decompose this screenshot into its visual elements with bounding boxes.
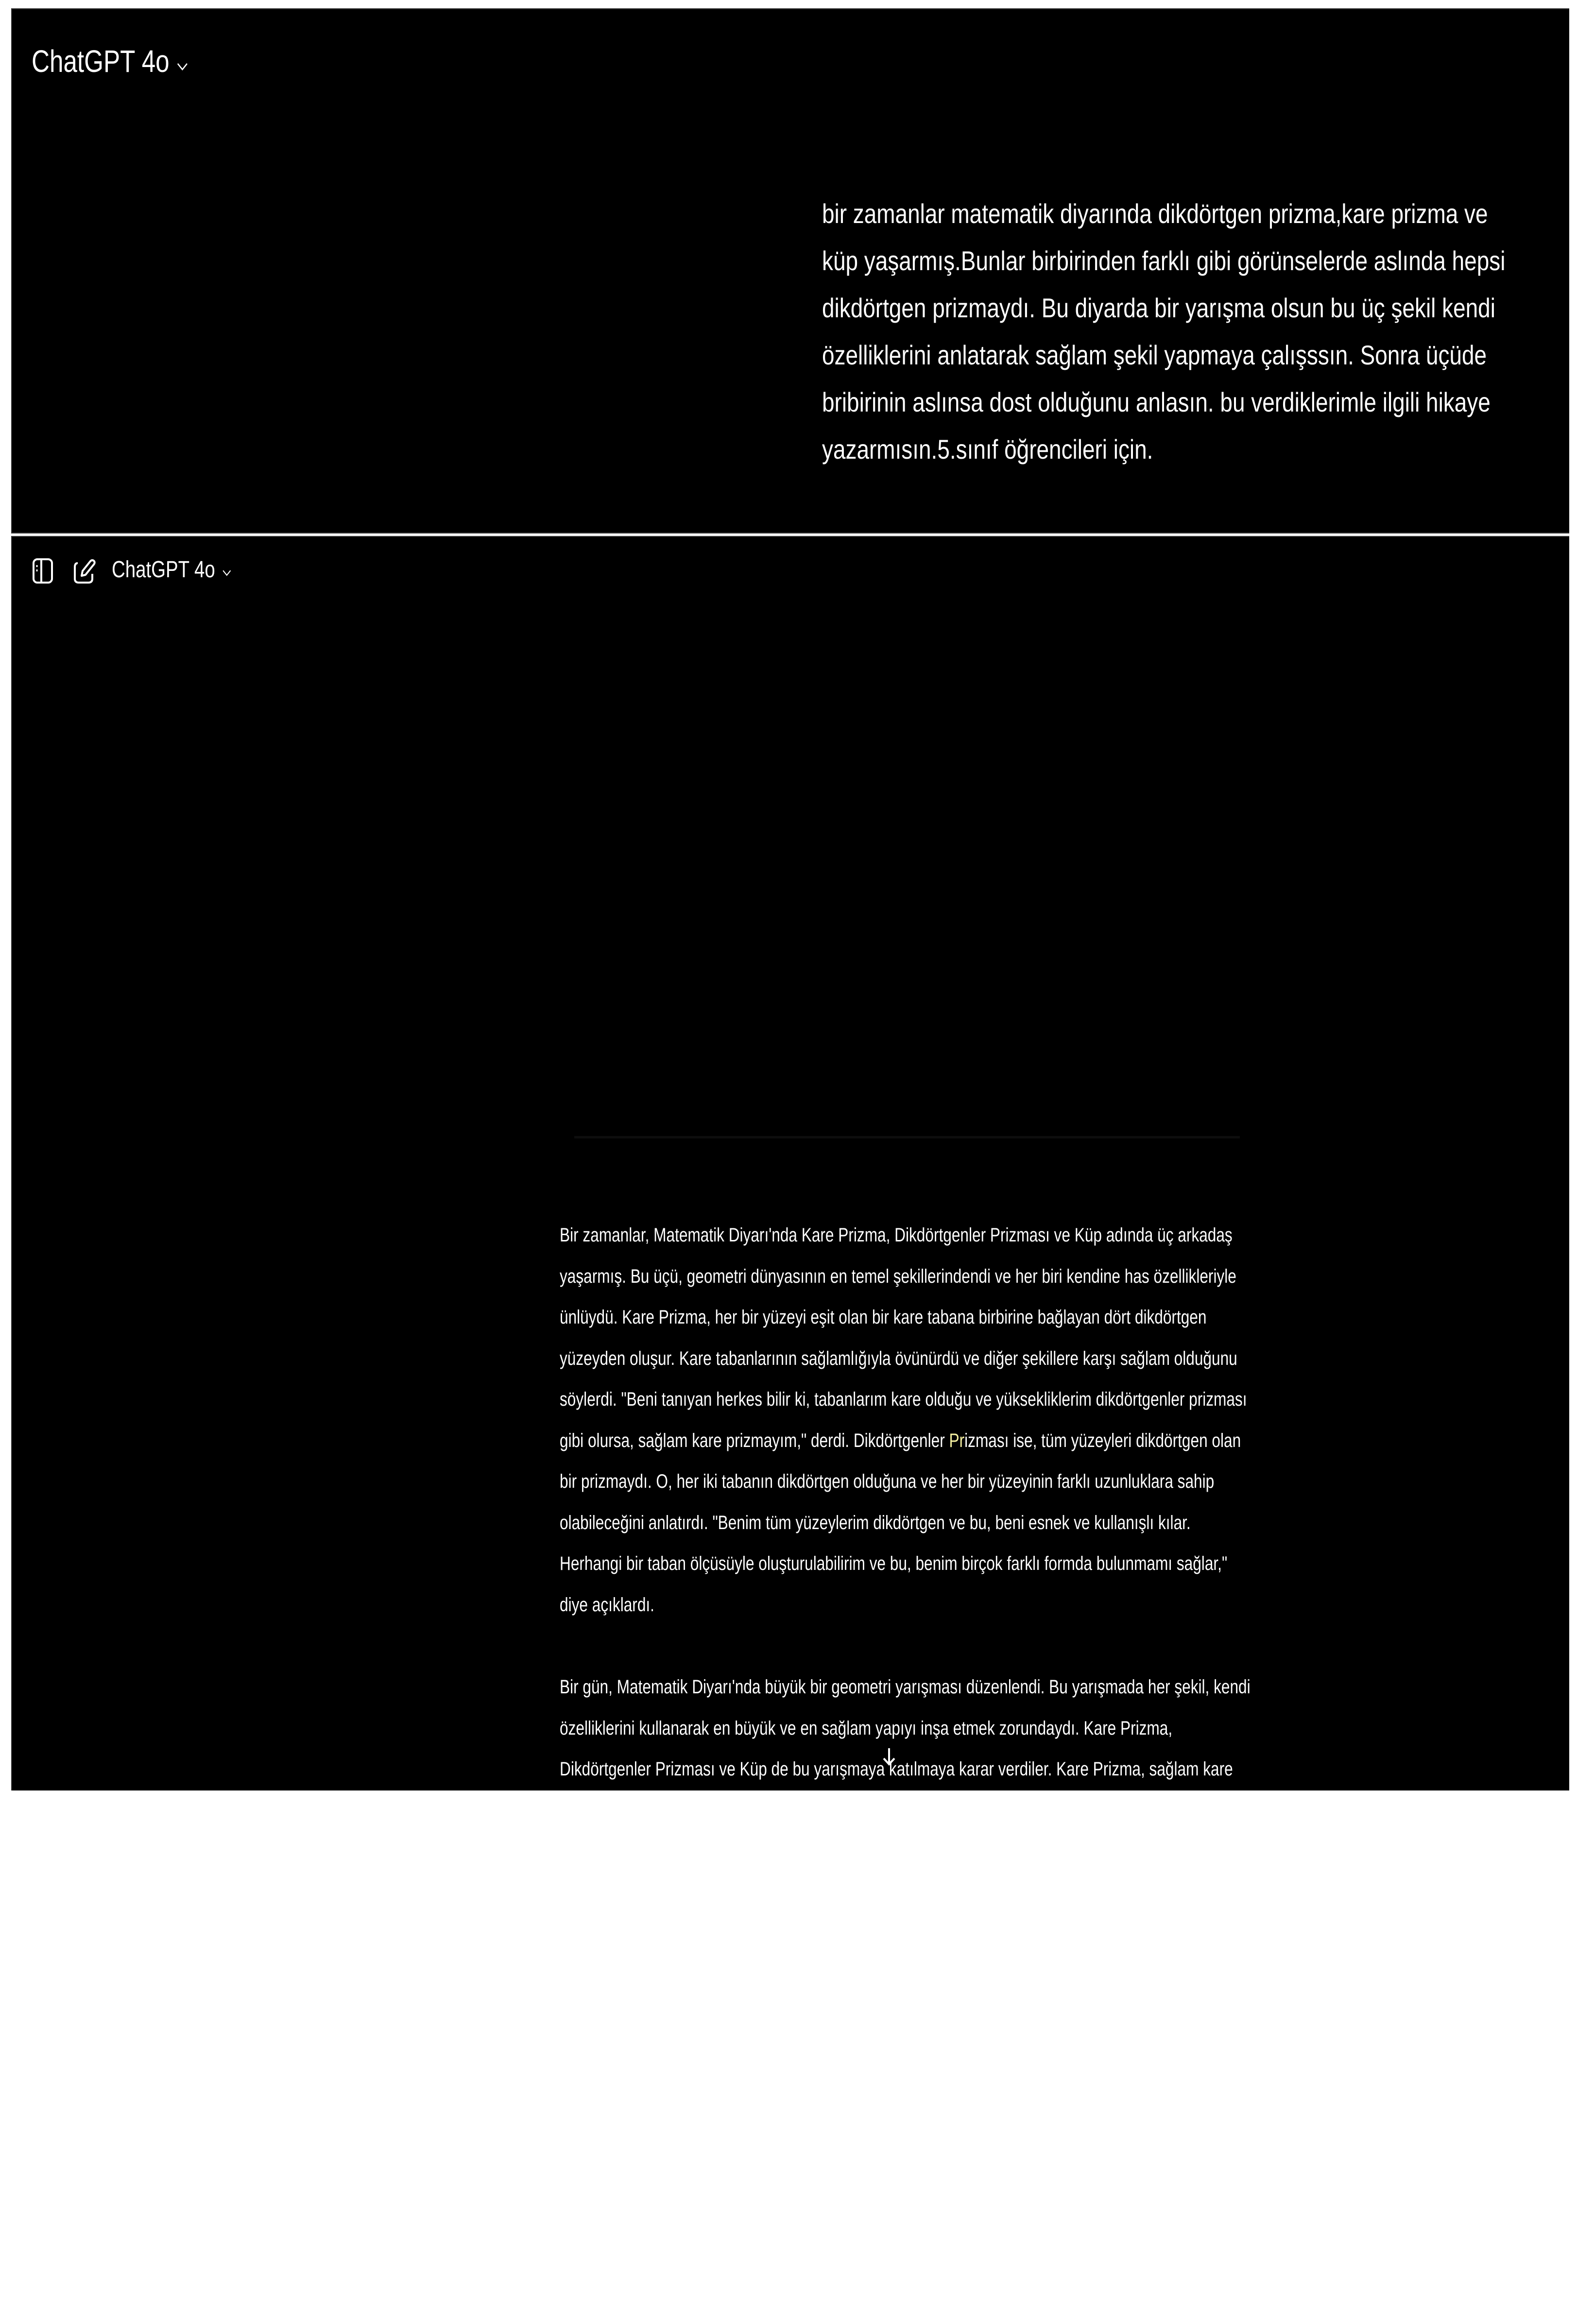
top-screenshot-panel <box>11 8 1569 534</box>
assistant-message-line: Dikdörtgenler Prizması ve Küp de bu yarışmaya katılmaya karar verdiler. Kare Prizma, sağlam kare <box>560 1758 1233 1780</box>
assistant-message-line: ünlüydü. Kare Prizma, her bir yüzeyi eşit olan bir kare tabana birbirine bağlayan dört dikdörtgen <box>560 1307 1207 1328</box>
assistant-paragraph <box>560 1215 1247 1625</box>
text-highlight: Pr <box>949 1429 965 1451</box>
assistant-message-line: olduğunu gördü. Böylece, Kare Prizma, Dikdörtgenler Prizması ve Küp, Matematik Diyarı'nda <box>560 2169 1191 2191</box>
model-selector[interactable] <box>32 43 188 79</box>
assistant-message-line: yüzeyden oluşur. Kare tabanlarının sağlamlığıyla övünürdü ve diğer şekillere karşı sağlam olduğunu <box>560 1347 1237 1369</box>
user-message-line: yazarmısın.5.sınıf öğrencileri için. <box>822 434 1153 465</box>
assistant-message-line: dostluklarını pekiştirerek yaşamaya devam ettiler ve tüm geometri problemlerinde birlikte çalışarak <box>560 2210 1226 2232</box>
scroll-down-button[interactable] <box>882 1747 896 1766</box>
arrow-down-icon <box>882 1747 896 1766</box>
model-selector-label: ChatGPT 4o <box>112 557 215 583</box>
user-message-line: bir zamanlar matematik diyarında dikdörtgen prizma,kare prizma ve <box>822 198 1488 229</box>
user-message-line: özelliklerini anlatarak sağlam şekil yapmaya çalışssın. Sonra üçüde <box>822 340 1487 370</box>
assistant-message-line: Her biri, kendi benzersiz ve değerli yönelimine katkıda bulunmuştu. Matematik Diyarı'nda yaşayan <box>560 2087 1224 2109</box>
assistant-message-line: bir prizmaydı. O, her iki tabanın dikdörtgen olduğuna ve her bir yüzeyinin farklı uzunluklara sahip <box>560 1471 1215 1492</box>
assistant-message-line: yaşarmış. Bu üçü, geometri dünyasının en temel şekillerindendi ve her biri kendine has özellikleriyle <box>560 1265 1236 1287</box>
model-selector[interactable] <box>112 556 231 583</box>
new-chat-icon[interactable] <box>73 557 96 585</box>
assistant-paragraph <box>560 2036 1243 2283</box>
assistant-message-line: gibi olursa, sağlam kare prizmayım," derdi. Dikdörtgenler Prizması ise, tüm yüzeyleri dikdörtgen olan <box>560 1429 1241 1451</box>
user-message-line: küp yaşarmış.Bunlar birbirinden farklı gibi görünselerde aslında hepsi <box>822 245 1506 276</box>
user-message-line: bribirinin aslınsa dost olduğunu anlasın. bu verdiklerimle ilgili hikaye <box>822 387 1491 417</box>
assistant-message-line: tabanlarıyla bir kule inşa etti. Tabanlarının sağlamlığı sayesinde oldukça dengeli bir yapı oluşturdu ve <box>560 1799 1244 1821</box>
message-divider <box>574 1136 1240 1138</box>
sidebar-toggle-icon[interactable] <box>32 557 55 585</box>
assistant-message <box>560 1215 1251 2324</box>
assistant-message-line: büyük başarılara imza attılar. <box>560 2251 756 2273</box>
assistant-message-line: diye açıklardı. <box>560 1594 654 1616</box>
user-message <box>822 190 1506 473</box>
assistant-message-line: bu onun sağlam durmasını sağladı. Dikdörtgenler Prizması, dikdörtgen yüzeylerini kullanarak geniş <box>560 1841 1232 1862</box>
assistant-message-line: Bir gün, Matematik Diyarı'nda büyük bir geometri yarışması düzenlendi. Bu yarışmada her şekil, kendi <box>560 1676 1251 1698</box>
assistant-message-line: ise, tüm kenarlarının eşitliğinden faydalanarak mükemmel bir küp yapısı inşa etti. Bu yapı, tam bir <box>560 1923 1220 1944</box>
chevron-down-icon <box>176 43 188 79</box>
bottom-screenshot-panel <box>11 536 1569 2273</box>
assistant-message-line: bir bina inşa etti. Farklı uzunluktaki kenarları sayesinde bina nispeten daha geniş ve esnek oldu. Küp <box>560 1881 1243 1903</box>
assistant-paragraph <box>560 1667 1251 1995</box>
assistant-message-line: simetri içinde olduğu için estetik açıdan çok hoş görünüyor ve herkesin ilgisini çekti. <box>560 1963 1126 1985</box>
assistant-message-line: Bir zamanlar, Matematik Diyarı'nda Kare Prizma, Dikdörtgenler Prizması ve Küp adında üç arkadaş <box>560 1224 1233 1246</box>
model-selector-label: ChatGPT 4o <box>32 44 170 79</box>
assistant-message-line: olabileceğini anlatırdı. "Benim tüm yüzeylerim dikdörtgen ve bu, beni esnek ve kullanışlı kılar. <box>560 1512 1191 1533</box>
assistant-message-line: özelliklerini kullanarak en büyük ve en sağlam yapıyı inşa etmek zorundaydı. Kare Prizma, <box>560 1717 1173 1739</box>
assistant-message-line: söylerdi. "Beni tanıyan herkes bilir ki, tabanlarım kare olduğu ve yüksekliklerim dikdörtgenler prizması <box>560 1389 1247 1410</box>
chevron-down-icon <box>222 556 231 583</box>
assistant-message-line: herkes, Kare Prizma, Dikdörtgenler Prizması ve Küp'ün aslında birbirini tamamlayan harika şekiller <box>560 2128 1228 2150</box>
assistant-message-line: Herhangi bir taban ölçüsüyle oluşturulabilirim ve bu, benim birçok farklı formda bulunmamı sağlar," <box>560 1553 1228 1574</box>
assistant-message-line: Yarışmanın sonunda, her şekil kendi özelliklerini en iyi şekilde kullanarak başarılı yapılar inşa etmişti. <box>560 2046 1243 2067</box>
user-message-line: dikdörtgen prizmaydı. Bu diyarda bir yarışma olsun bu üç şekil kendi <box>822 293 1495 323</box>
